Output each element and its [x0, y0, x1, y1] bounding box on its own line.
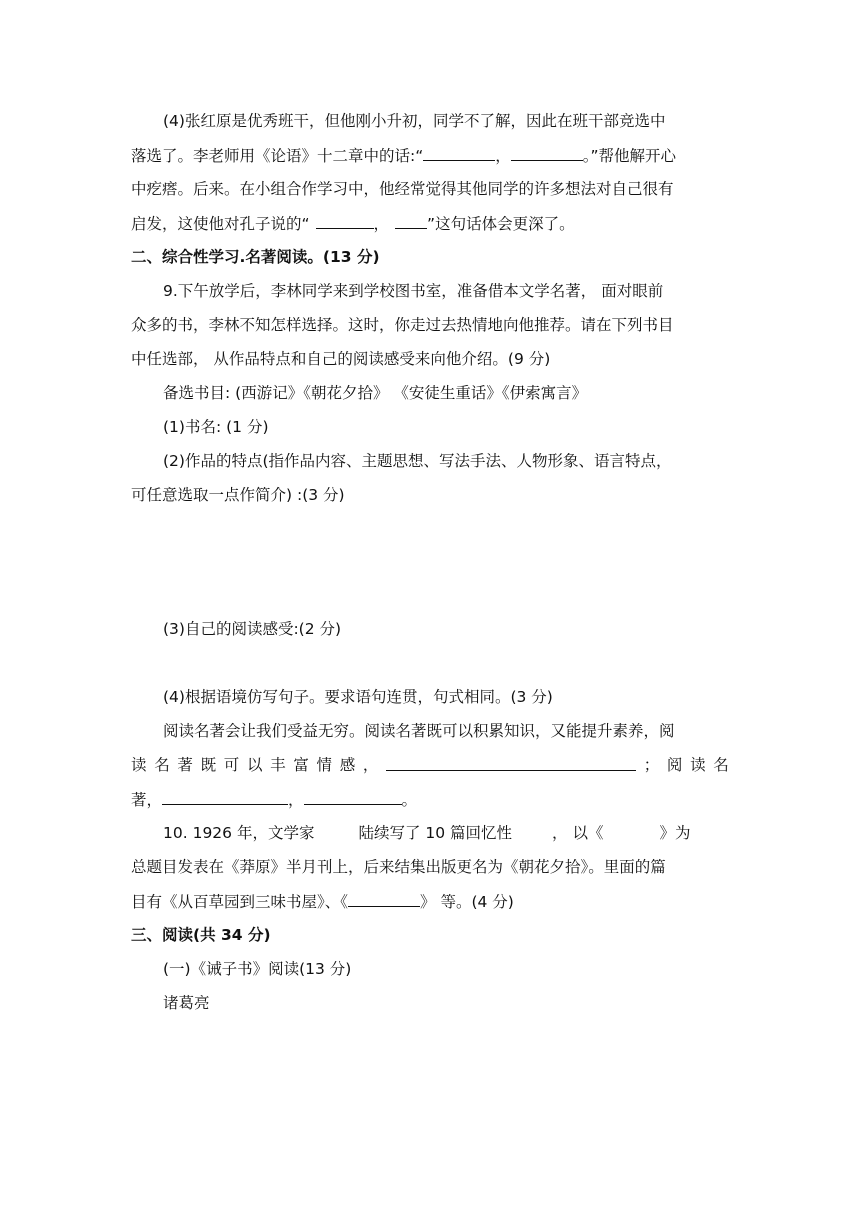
char: 情 — [316, 756, 333, 774]
char: 读 — [131, 756, 147, 774]
q9-sub-4-period: 。 — [401, 791, 418, 809]
char: 富 — [293, 756, 309, 774]
answer-blank[interactable] — [423, 144, 495, 161]
section-3-heading: 三、阅读(共 34 分) — [131, 926, 271, 944]
q9-sub-4-comma: ， — [288, 791, 304, 809]
answer-blank[interactable] — [386, 754, 636, 771]
char: 名 — [713, 756, 729, 774]
section-3-author: 诸葛亮 — [163, 994, 210, 1012]
q9-sub-2-line-2: 可任意选取一点作简介) :(3 分) — [131, 486, 345, 504]
answer-blank[interactable] — [316, 212, 374, 229]
q10-line-3 — [131, 890, 514, 913]
q10-line-1-d: 》为 — [659, 824, 691, 842]
q9-sub-4-text-3 — [131, 788, 417, 811]
q4-line-4-tail: ”这句话体会更深了。 — [427, 215, 575, 233]
answer-blank[interactable] — [304, 788, 402, 805]
char: ， — [362, 756, 379, 774]
q9-line-2: 众多的书，李林不知怎样选择。这时，你走过去热情地向他推荐。请在下列书目 — [131, 316, 674, 334]
q9-sub-4-text-1: 阅读名著会让我们受益无穷。阅读名著既可以积累知识，又能提升素养，阅 — [163, 722, 675, 740]
q4-line-4-text: 启发，这使他对孔子说的“ — [131, 215, 310, 233]
char: 名 — [154, 756, 170, 774]
q10-line-1-b: 陆续写了 10 篇回忆性 — [358, 824, 513, 842]
char: ； — [643, 756, 660, 774]
q4-line-4 — [131, 212, 575, 235]
answer-blank[interactable] — [511, 144, 583, 161]
char: 丰 — [270, 756, 286, 774]
q10-line-3-a: 目有《从百草园到三味书屋》、《 — [131, 893, 349, 911]
char: 阅 — [666, 756, 683, 774]
q10-line-1-a: 10. 1926 年，文学家 — [163, 824, 315, 842]
q9-line-1: 9.下午放学后，李林同学来到学校图书室，准备借本文学名著， 面对眼前 — [163, 282, 664, 300]
q4-line-3: 中疙瘩。后来。在小组合作学习中，他经常觉得其他同学的许多想法对自己很有 — [131, 180, 674, 198]
q4-line-2 — [131, 144, 676, 167]
q9-sub-4: (4)根据语境仿写句子。要求语句连贯，句式相同。(3 分) — [163, 688, 553, 706]
q10-line-2: 总题目发表在《莽原》半月刊上，后来结集出版更名为《朝花夕拾》。里面的篇 — [131, 858, 666, 876]
q9-sub-4-text-3-start: 著， — [131, 791, 163, 809]
section-3-sub-1: (一)《诫子书》阅读(13 分) — [163, 960, 352, 978]
q10-line-3-b: 》 等。(4 分) — [420, 893, 514, 911]
q9-sub-4-text-2 — [131, 754, 729, 776]
answer-blank[interactable] — [348, 890, 420, 907]
q10-line-1-c: ， 以《 — [552, 824, 604, 842]
q4-line-2-tail: 。”帮他解开心 — [582, 147, 677, 165]
char: 既 — [200, 756, 217, 774]
char: 著 — [177, 756, 193, 774]
section-2-heading: 二、综合性学习.名著阅读。(13 分) — [131, 248, 380, 266]
q9-sub-2-line-1: (2)作品的特点(指作品内容、主题思想、写法手法、人物形象、语言特点， — [163, 452, 672, 470]
answer-blank[interactable] — [395, 212, 427, 229]
q4-comma: ， — [495, 147, 511, 165]
q9-line-3: 中任选部， 从作品特点和自己的阅读感受来向他介绍。(9 分) — [131, 350, 551, 368]
q4-comma-2: ， — [373, 215, 390, 233]
char: 可 — [223, 756, 240, 774]
q9-sub-1: (1)书名: (1 分) — [163, 418, 269, 436]
q4-line-2-text: 落选了。李老师用《论语》十二章中的话:“ — [131, 147, 424, 165]
q4-line-1: (4)张红原是优秀班干，但他刚小升初，同学不了解，因此在班干部竞选中 — [163, 112, 666, 130]
answer-blank[interactable] — [162, 788, 288, 805]
q9-sub-3: (3)自己的阅读感受:(2 分) — [163, 620, 342, 638]
char: 读 — [690, 756, 706, 774]
char: 感 — [339, 756, 356, 774]
q10-line-1 — [163, 822, 690, 844]
char: 以 — [246, 756, 263, 774]
q9-booklist: 备选书目: (西游记》《朝花夕拾》 《安徒生重话》《伊索寓言》 — [163, 384, 588, 402]
